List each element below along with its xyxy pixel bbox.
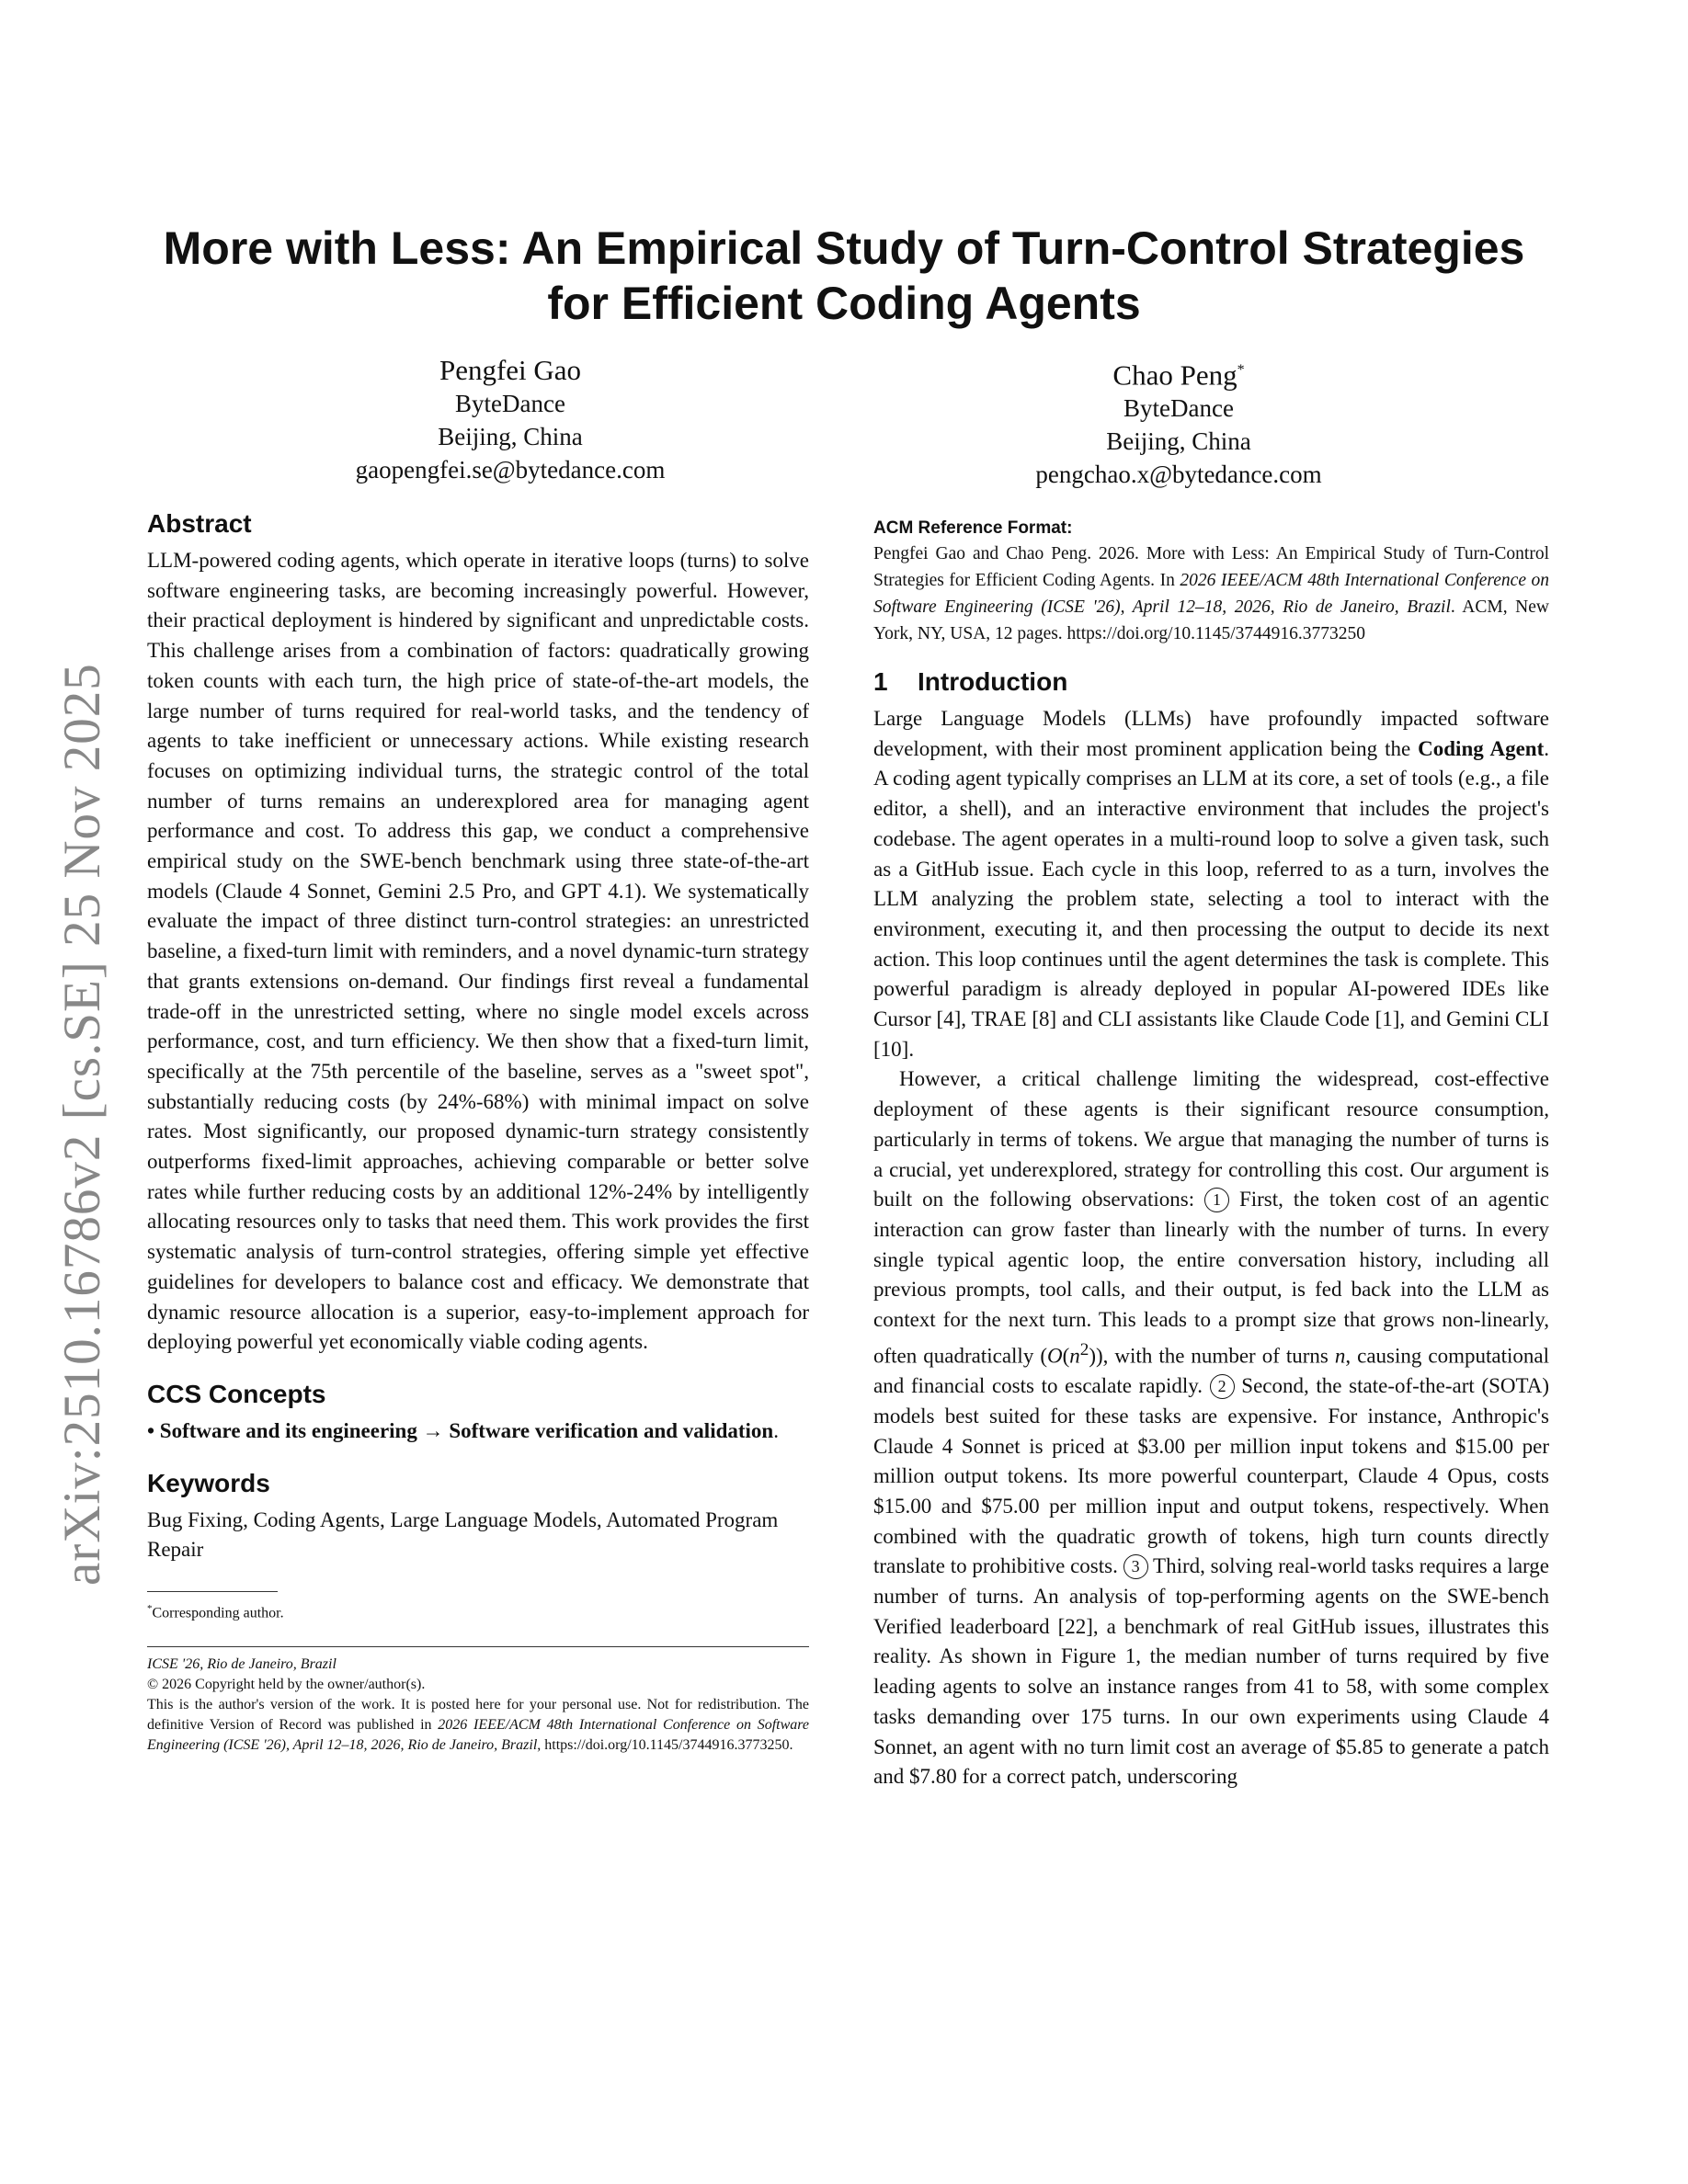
author-name: Chao Peng [1112,358,1237,392]
author-email: gaopengfei.se@bytedance.com [355,456,666,483]
author-block-2 [894,354,1464,491]
intro-paragraph-1: Large Language Models (LLMs) have profoundly impacted software development, with their most prominent application being the Coding Agent. A coding agent typically comprises an LLM at its core, a set of tools (e.g., a file editor, a shell), and an interactive environment that includes the project's codebase. The agent operates in a multi-round loop to solve a given task, such as a GitHub issue. Each cycle in this loop, referred to as a turn, involves the LLM analyzing the problem state, selecting a tool to interact with the environment, executing it, and then processing the output to decide its next action. This loop continues until the agent determines the task is complete. This powerful paradigm is already deployed in popular AI-powered IDEs like Cursor [4], TRAE [8] and CLI assistants like Claude Code [1], and Gemini CLI [10]. [873,707,1549,1061]
circled-number-2: 2 [1210,1374,1235,1399]
coding-agent-term: Coding Agent [1418,736,1545,760]
author-affiliation: ByteDance [1123,394,1234,423]
footnote-mark: * [147,1603,153,1615]
circled-number-1: 1 [1204,1188,1229,1212]
author-location: Beijing, China [438,423,583,450]
section-number: 1 [873,667,888,696]
acm-reference-text: Pengfei Gao and Chao Peng. 2026. More with Less: An Empirical Study of Turn-Control Strategies for Efficient Coding Agents. In 2026 IEEE/ACM 48th International Conference on Software Engineering (ICSE '26), April 12–18, 2026, Rio de Janeiro, Brazil. ACM, New York, NY, USA, 12 pages. https://doi.org/10.1145/3744916.3773250 [873,544,1550,643]
ccs-concepts [147,1416,809,1447]
ccs-text: • Software and its engineering → Software verification and validation [147,1418,774,1442]
title-line-2: for Efficient Coding Agents [547,278,1141,329]
author-version-notice: This is the author's version of the work. It is posted here for your personal use. Not for redistribution. The definitive Version of Record was published in 2026 IEEE/ACM 48th International Conference on Software Engineering (ICSE '26), April 12–18, 2026, Rio de Janeiro, Brazil, https://doi.org/10.1145/3744916.3773250. [147,1697,810,1754]
author-location: Beijing, China [1106,427,1251,456]
abstract-text: LLM-powered coding agents, which operate in iterative loops (turns) to solve software engineering tasks, are becoming increasingly powerful. However, their practical deployment is hindered by significant and unpredictable costs. This challenge arises from a combination of factors: quadratically growing token counts with each turn, the high price of state-of-the-art models, the large number of turns required for real-world tasks, and the tendency of agents to take inefficient or unnecessary actions. While existing research focuses on optimizing individual turns, the strategic control of the total number of turns remains an underexplored area for managing agent performance and cost. To address this gap, we conduct a comprehensive empirical study on the SWE-bench benchmark using three state-of-the-art models (Claude 4 Sonnet, Gemini 2.5 Pro, and GPT 4.1). We systematically evaluate the impact of three distinct turn-control strategies: an unrestricted baseline, a fixed-turn limit with reminders, and a novel dynamic-turn strategy that grants extensions on-demand. Our findings first reveal a fundamental trade-off in the unrestricted setting, where no single model excels across performance, cost, and turn efficiency. We then show that a fixed-turn limit, specifically at the 75th percentile of the baseline, serves as a "sweet spot", substantially reducing costs (by 24%-68%) with minimal impact on solve rates. Most significantly, our proposed dynamic-turn strategy consistently outperforms fixed-limit approaches, achieving comparable or better solve rates while further reducing costs by an additional 12%-24% by intelligently allocating resources only to tasks that need them. This work provides the first systematic analysis of turn-control strategies, offering simple yet effective guidelines for developers to balance cost and efficacy. We demonstrate that dynamic resource allocation is a superior, easy-to-implement approach for deploying powerful yet economically viable coding agents. [147,549,809,1354]
copyright-line: © 2026 Copyright held by the owner/author(s). [147,1677,426,1693]
left-column [147,507,809,1756]
paper-title [138,221,1550,331]
author-name: Pengfei Gao [439,354,582,386]
abstract-heading: Abstract [147,509,252,538]
author-affiliation: ByteDance [455,390,565,417]
keywords-text: Bug Fixing, Coding Agents, Large Language Models, Automated Program Repair [147,1507,779,1562]
title-line-1: More with Less: An Empirical Study of Turn-Control Strategies [163,222,1525,274]
right-column [873,517,1549,1792]
section-title: Introduction [918,667,1068,696]
introduction-heading [873,665,1549,699]
circled-number-3: 3 [1123,1554,1148,1579]
ccs-heading: CCS Concepts [147,1379,326,1408]
footnote-rule [147,1591,278,1592]
venue-line: ICSE '26, Rio de Janeiro, Brazil [147,1656,336,1673]
acm-reference-label: ACM Reference Format: [873,518,1073,538]
ccs-tail: . [773,1418,779,1442]
footnote [147,1598,809,1624]
keywords-heading: Keywords [147,1468,270,1497]
author-block-1 [225,354,795,486]
author-email: pengchao.x@bytedance.com [1035,461,1322,489]
intro-paragraph-2: However, a critical challenge limiting the widespread, cost-effective deployment of these agents is their significant resource consumption, particularly in terms of tokens. We argue that managing the number of turns is a crucial, yet underexplored, strategy for controlling this cost. Our argument is built on the following observations: 1 First, the token cost of an agentic interaction can grow faster than linearly with the number of turns. In every single typical agentic loop, the entire conversation history, including all previous prompts, tool calls, and their output, is fed back into the LLM as context for the next turn. This leads to a prompt size that grows non-linearly, often quadratically $(O(n^2))$, with the number of turns n, causing computational and financial costs to escalate rapidly. 2 Second, the state-of-the-art (SOTA) models best suited for these tasks are expensive. For instance, Anthropic's Claude 4 Sonnet is priced at $3.00 per million input tokens and $15.00 per million output tokens. Its more powerful counterpart, Claude 4 Opus, costs $15.00 and $75.00 per million input and output tokens, respectively. When combined with the quadratic growth of tokens, high turn counts directly translate to prohibitive costs. 3 Third, solving real-world tasks requires a large number of turns. An analysis of top-performing agents on the SWE-bench Verified leaderboard [22], a benchmark of real GitHub issues, illustrates this reality. As shown in Figure 1, the median number of turns required by five leading agents to solve an instance ranges from 41 to 58, with some complex tasks demanding over 175 turns. In our own experiments using Claude 4 Sonnet, an agent with no turn limit cost an average of $5.85 to generate a patch and $7.80 for a correct patch, underscoring [873,1067,1550,1789]
arxiv-identifier: arXiv:2510.16786v2 [cs.SE] 25 Nov 2025 [53,663,111,1586]
footnote-text: Corresponding author. [152,1605,284,1621]
copyright-block [147,1646,809,1756]
corresponding-mark: * [1237,362,1245,378]
